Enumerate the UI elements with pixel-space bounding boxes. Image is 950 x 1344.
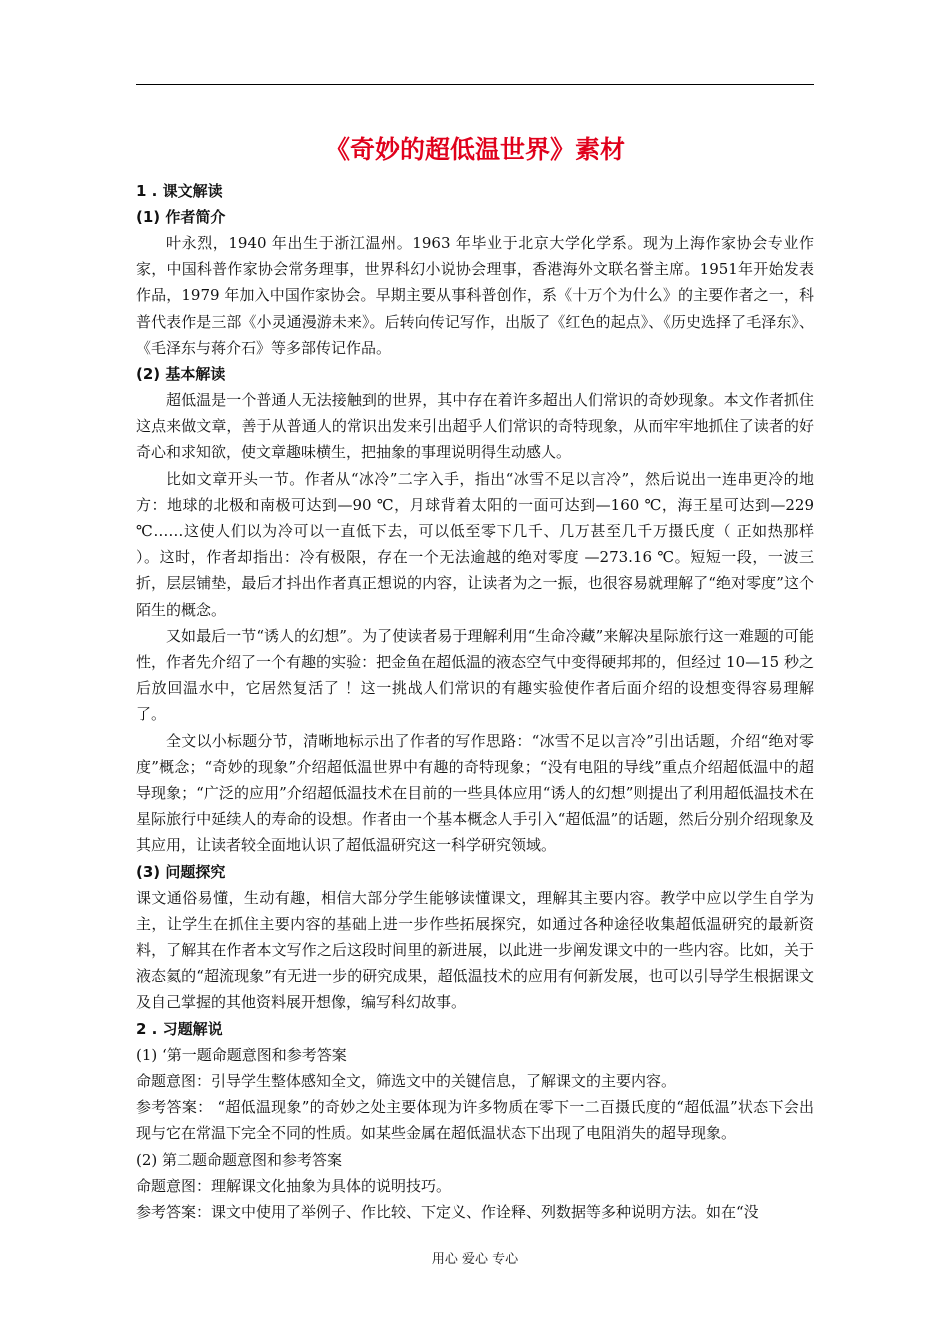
subsection-heading-inquiry: (3) 问题探究 — [136, 862, 226, 881]
question-1-intent: 命题意图：引导学生整体感知全文，筛选文中的关键信息，了解课文的主要内容。 — [136, 1071, 677, 1090]
question-2-answer: 参考答案：课文中使用了举例子、作比较、下定义、作诠释、列数据等多种说明方法。如在“没 — [136, 1202, 759, 1221]
subsection-heading-author: (1) 作者简介 — [136, 208, 226, 226]
question-1-answer: 参考答案： “超低温现象”的奇妙之处主要体现为许多物质在零下一二百摄氏度的“超低温”状态下会出现与它在常温下完全不同的性质。如某些金属在超低温状态下出现了电阻消失的超导现象。 — [136, 1098, 814, 1143]
basic-paragraph-1: 超低温是一个普通人无法接触到的世界，其中存在着许多超出人们常识的奇妙现象。本文作者抓住这点来做文章，善于从普通人的常识出发来引出超乎人们常识的奇特现象，从而牢牢地抓住了读者的好奇心和求知欲，使文章趣味横生，把抽象的事理说明得生动感人。 — [136, 391, 814, 462]
basic-paragraph-4: 全文以小标题分节，清晰地标示出了作者的写作思路：“冰雪不足以言冷”引出话题，介绍“绝对零度”概念；“奇妙的现象”介绍超低温世界中有趣的奇特现象；“没有电阻的导线”重点介绍超低温中的超导现象；“广泛的应用”介绍超低温技术在目前的一些具体应用“诱人的幻想”则提出了利用超低温技术在星际旅行中延续人的寿命的设想。作者由一个基本概念人手引入“超低温”的话题，然后分别介绍现象及其应用，让读者较全面地认识了超低温研究这一科学研究领域。 — [136, 731, 814, 855]
subsection-heading-basic: (2) 基本解读 — [136, 365, 226, 384]
author-paragraph: 叶永烈，1940 年出生于浙江温州。1963 年毕业于北京大学化学系。现为上海作家协会专业作家，中国科普作家协会常务理事，世界科幻小说协会理事，香港海外文联名誉主席。1951年开始发表作品，1979 年加入中国作家协会。早期主要从事科普创作，系《十万个为什么》的主要作者之一，科普代表作是三部《小灵通漫游未来》。后转向传记写作，出版了《红色的起点》、《历史选择了毛泽东》、《毛泽东与蒋介石》等多部传记作品。 — [136, 234, 814, 357]
inquiry-paragraph: 课文通俗易懂，生动有趣，相信大部分学生能够读懂课文，理解其主要内容。教学中应以学生自学为主，让学生在抓住主要内容的基础上进一步作些拓展探究，如通过各种途径收集超低温研究的最新资料，了解其在作者本文写作之后这段时间里的新进展，以此进一步阐发课文中的一些内容。比如，关于液态氦的“超流现象”有无进一步的研究成果，超低温技术的应用有何新发展，也可以引导学生根据课文及自己掌握的其他资料展开想像，编写科幻故事。 — [136, 888, 814, 1012]
section-heading-1: 1 . 课文解读 — [136, 182, 223, 200]
section-heading-2: 2 . 习题解说 — [136, 1019, 223, 1038]
question-2-intent: 命题意图：理解课文化抽象为具体的说明技巧。 — [136, 1176, 452, 1195]
document-title: 《奇妙的超低温世界》素材 — [324, 135, 625, 164]
question-1-heading: (1) ‘第一题命题意图和参考答案 — [136, 1045, 347, 1064]
question-2-heading: (2) 第二题命题意图和参考答案 — [136, 1150, 343, 1169]
page-footer: 用心 爱心 专心 — [431, 1252, 519, 1267]
basic-paragraph-3: 又如最后一节“诱人的幻想”。为了使读者易于理解利用“生命冷藏”来解决星际旅行这一难题的可能性，作者先介绍了一个有趣的实验：把金鱼在超低温的液态空气中变得硬邦邦的，但经过 10—15 秒之后放回温水中，它居然复活了 ！这一挑战人们常识的有趣实验使作者后面介绍的设想变得容易理解了。 — [136, 626, 814, 724]
header-rule — [136, 84, 814, 85]
basic-paragraph-2: 比如文章开头一节。作者从“冰冷”二字入手，指出“冰雪不足以言冷”，然后说出一连串更冷的地方：地球的北极和南极可达到—90 ℃，月球背着太阳的一面可达到—160 ℃，海王星可达到—229 ℃……这使人们以为冷可以一直低下去，可以低至零下几千、几万甚至几千万摄氏度（ 正如热那样 ）。这时，作者却指出：冷有极限，存在一个无法逾越的绝对零度 —273.16 ℃。短短一段，一波三折，层层铺垫，最后才抖出作者真正想说的内容，让读者为之一振，也很容易就理解了“绝对零度”这个陌生的概念。 — [136, 469, 814, 619]
document-body — [136, 132, 814, 1225]
